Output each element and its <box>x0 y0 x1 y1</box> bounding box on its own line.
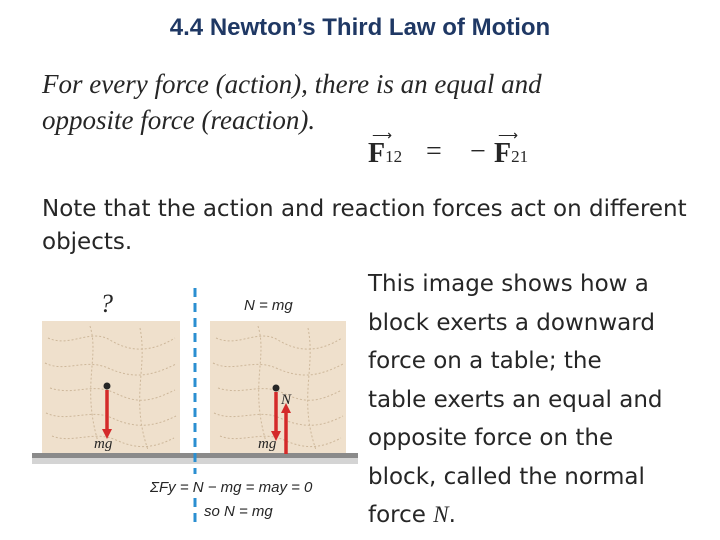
left-weight-label: mg <box>94 436 113 452</box>
normal-force-label: N <box>281 392 292 408</box>
caption-last-prefix: force <box>368 502 434 528</box>
slide-title: 4.4 Newton’s Third Law of Motion <box>169 14 551 41</box>
vector-arrow-icon: ⟶ <box>498 129 519 144</box>
equals-sign: = <box>426 136 442 167</box>
normal-equals-weight-label: N = mg <box>244 297 293 314</box>
right-weight-label: mg <box>258 436 277 452</box>
law-statement <box>42 66 682 138</box>
caption-line: This image shows how a <box>368 271 649 297</box>
caption-line: opposite force on the <box>368 425 614 451</box>
f21-subscript: 21 <box>511 147 529 166</box>
figure-caption <box>368 265 708 535</box>
f12-symbol: F <box>368 138 386 169</box>
law-line-1: For every force (action), there is an equal and <box>42 69 542 99</box>
f21-symbol: F <box>494 138 512 169</box>
caption-period: . <box>448 502 456 528</box>
block-on-table-figure <box>30 278 360 528</box>
caption-line-last <box>368 496 708 535</box>
caption-line: table exerts an equal and <box>368 386 663 413</box>
vector-arrow-icon: ⟶ <box>372 129 393 144</box>
note-text: Note that the action and reaction forces act on different objects. <box>42 196 687 255</box>
force-f21 <box>494 129 529 170</box>
normal-force-result: so N = mg <box>204 503 273 520</box>
figure-svg <box>30 278 360 528</box>
net-force-equation: ΣFy = N − mg = may = 0 <box>150 479 313 496</box>
left-center-of-mass-dot <box>104 383 111 390</box>
law-line-2: opposite force (reaction). <box>42 105 316 135</box>
caption-n-symbol: N <box>433 502 449 527</box>
caption-line: block, called the normal <box>368 463 645 490</box>
question-mark-label: ? <box>100 289 113 318</box>
caption-line: block exerts a downward <box>368 309 655 336</box>
f12-subscript: 12 <box>385 147 403 166</box>
minus-sign: − <box>470 136 486 167</box>
force-f12 <box>368 129 403 170</box>
right-center-of-mass-dot <box>273 385 280 392</box>
caption-line: force on a table; the <box>368 348 602 374</box>
